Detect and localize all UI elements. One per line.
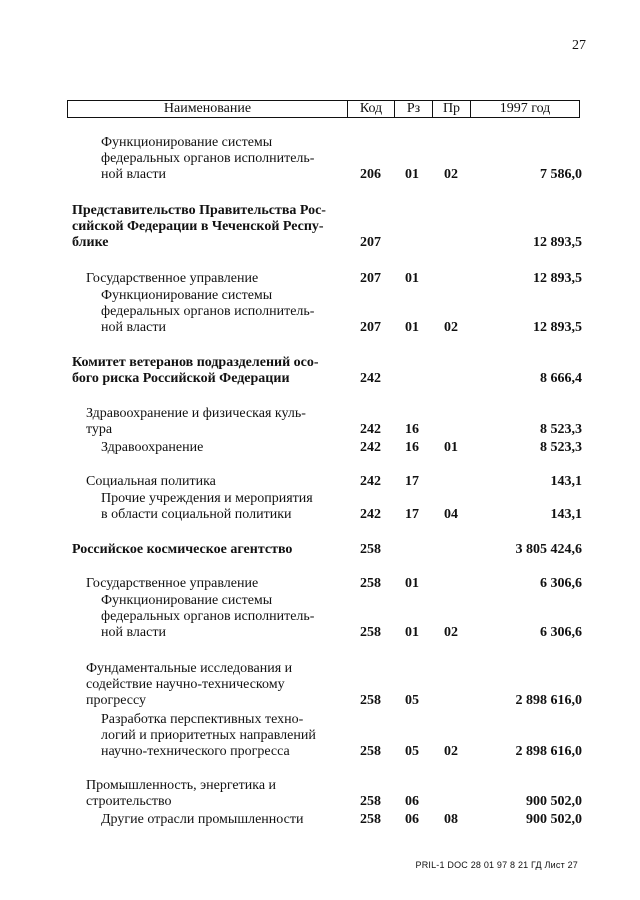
header-pr: Пр [433,101,471,117]
header-code: Код [348,101,395,117]
row-rz: 06 [405,794,419,809]
row-name-line: Фундаментальные исследования и [86,661,293,676]
row-name [86,576,376,592]
row-name-line: содействие научно-техническому [86,677,285,692]
row-code: 242 [360,507,381,522]
row-name [86,474,376,490]
row-name [101,491,391,523]
row-name-line: логий и приоритетных направлений [101,728,316,743]
row-name-line: сийской Федерации в Чеченской Респу- [72,219,324,234]
row-name [101,440,391,456]
row-amount: 900 502,0 [526,812,582,827]
row-name-line: блике [72,235,109,250]
row-amount: 8 666,4 [540,371,582,386]
document-footer: PRIL-1 DOC 28 01 97 8 21 ГД Лист 27 [415,860,578,870]
row-code: 242 [360,440,381,455]
row-pr: 02 [444,167,458,182]
row-code: 258 [360,625,381,640]
row-name-line: бого риска Российской Федерации [72,371,290,386]
row-rz: 16 [405,422,419,437]
row-amount: 12 893,5 [533,271,582,286]
row-name-line: тура [86,422,113,437]
row-rz: 16 [405,440,419,455]
row-code: 242 [360,422,381,437]
row-name-line: Другие отрасли промышленности [101,812,304,827]
row-name-line: Государственное управление [86,271,259,286]
row-name-line: ной власти [101,625,166,640]
row-name [101,288,391,336]
row-amount: 143,1 [550,474,582,489]
row-name-line: ной власти [101,167,166,182]
row-rz: 01 [405,271,419,286]
header-name: Наименование [68,101,348,117]
row-name-line: Государственное управление [86,576,259,591]
row-name [101,135,391,183]
row-name-line: Социальная политика [86,474,216,489]
row-amount: 143,1 [550,507,582,522]
row-rz: 01 [405,625,419,640]
row-name [86,406,376,438]
row-name [101,812,391,828]
row-name-line: Комитет ветеранов подразделений осо- [72,355,319,370]
row-name-line: Промышленность, энергетика и [86,778,277,793]
row-pr: 02 [444,625,458,640]
row-name-line: Функционирование системы [101,135,273,150]
row-name [101,712,391,760]
row-amount: 12 893,5 [533,235,582,250]
row-pr: 02 [444,320,458,335]
row-code: 242 [360,474,381,489]
row-pr: 01 [444,440,458,455]
row-rz: 06 [405,812,419,827]
row-amount: 2 898 616,0 [515,693,582,708]
row-rz: 01 [405,576,419,591]
header-year: 1997 год [499,101,551,116]
row-code: 207 [360,271,381,286]
row-rz: 17 [405,474,419,489]
row-code: 258 [360,812,381,827]
row-amount: 900 502,0 [526,794,582,809]
row-name [72,542,362,558]
row-code: 242 [360,371,381,386]
row-amount: 8 523,3 [540,440,582,455]
row-pr: 08 [444,812,458,827]
row-name [101,593,391,641]
row-name-line: федеральных органов исполнитель- [101,151,315,166]
row-name [86,271,376,287]
row-amount: 3 805 424,6 [515,542,582,557]
row-code: 258 [360,693,381,708]
row-name-line: федеральных органов исполнитель- [101,304,315,319]
row-name-line: федеральных органов исполнитель- [101,609,315,624]
row-name-line: Прочие учреждения и мероприятия [101,491,313,506]
row-pr: 04 [444,507,458,522]
row-code: 258 [360,794,381,809]
header-rz: Рз [395,101,433,117]
row-name [86,778,376,810]
row-code: 206 [360,167,381,182]
page-number: 27 [572,38,586,53]
row-name-line: Здравоохранение [101,440,204,455]
row-name [86,661,376,709]
row-name-line: Функционирование системы [101,593,273,608]
row-amount: 6 306,6 [540,625,582,640]
row-amount: 8 523,3 [540,422,582,437]
row-rz: 01 [405,320,419,335]
row-name-line: Разработка перспективных техно- [101,712,304,727]
row-amount: 7 586,0 [540,167,582,182]
row-rz: 17 [405,507,419,522]
row-name-line: Представительство Правительства Рос- [72,203,326,218]
row-name-line: ной власти [101,320,166,335]
row-code: 258 [360,576,381,591]
row-pr: 02 [444,744,458,759]
row-rz: 01 [405,167,419,182]
row-name-line: научно-технического прогресса [101,744,290,759]
row-code: 207 [360,320,381,335]
row-rz: 05 [405,744,419,759]
row-amount: 12 893,5 [533,320,582,335]
row-name-line: Российское космическое агентство [72,542,293,557]
row-name-line: Здравоохранение и физическая куль- [86,406,306,421]
row-code: 207 [360,235,381,250]
row-code: 258 [360,542,381,557]
row-amount: 6 306,6 [540,576,582,591]
row-name [72,203,362,251]
row-name-line: в области социальной политики [101,507,292,522]
row-amount: 2 898 616,0 [515,744,582,759]
row-rz: 05 [405,693,419,708]
row-name [72,355,362,387]
row-name-line: Функционирование системы [101,288,273,303]
row-code: 258 [360,744,381,759]
row-name-line: прогрессу [86,693,147,708]
row-name-line: строительство [86,794,172,809]
